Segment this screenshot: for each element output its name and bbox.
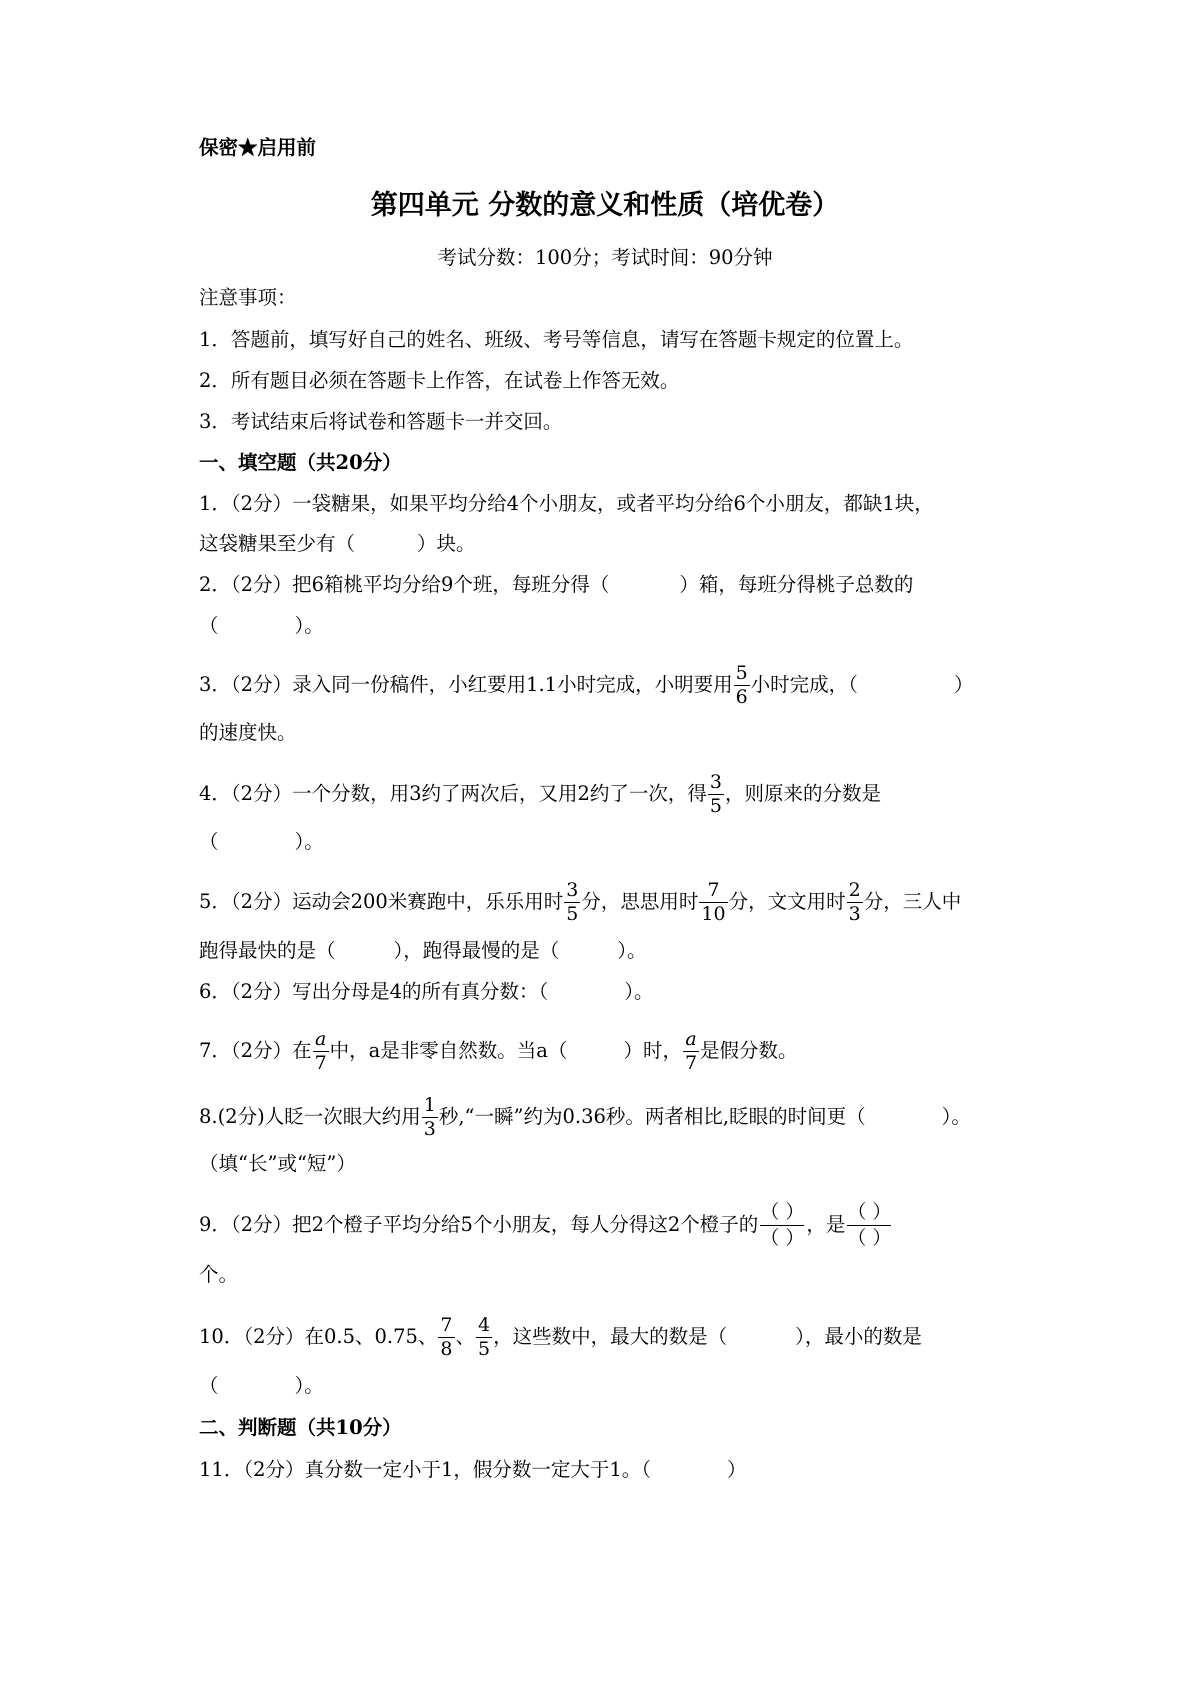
q1-text: 1．（2分）一袋糖果，如果平均分给4个小朋友，或者平均分给6个小朋友，都缺1块， (199, 492, 934, 515)
fraction-7-8: $\frac{7}{8}$ (440, 1314, 453, 1360)
question-9-line-2: 个。 (199, 1263, 239, 1286)
question-5-line-1: 5．（2分）运动会200米赛跑中，乐乐用时 $\frac{3}{5}$ 分，思思用时 $\frac{7}{10}$ 分，文文用时 $\frac{2}{3}$ 分，三人中 (199, 879, 962, 925)
question-1-line-1 (199, 490, 934, 518)
fraction-5-6: $\frac{5}{6}$ (735, 662, 748, 708)
question-4-line-2: （ ）。 (199, 830, 324, 853)
question-8-line-1: 8.(2分)人眨一次眼大约用 $\frac{1}{3}$ 秒,“一瞬”约为0.36秒。两者相比,眨眼的时间更（ ）。 (199, 1094, 971, 1140)
section-heading-fill-blank: 一、填空题（共20分） (199, 451, 402, 474)
fraction-a-7: $\frac{a}{7}$ (684, 1028, 698, 1074)
question-3-line-1: 3．（2分）录入同一份稿件，小红要用1.1小时完成，小明要用 $\frac{5}{6}$ 小时完成，（ ） (199, 662, 974, 708)
page-title: 第四单元 分数的意义和性质（培优卷） (370, 190, 840, 221)
blank-fraction[interactable]: （ ） （ ） (847, 1201, 892, 1249)
note-item: 3．考试结束后将试卷和答题卡一并交回。 (199, 410, 563, 433)
fraction-4-5: $\frac{4}{5}$ (478, 1314, 491, 1360)
note-item: 1．答题前，填写好自己的姓名、班级、考号等信息，请写在答题卡规定的位置上。 (199, 328, 914, 351)
question-7: 7．（2分）在 $\frac{a}{7}$ 中，a是非零自然数。当a（ ）时， $\frac{a}{7}$ 是假分数。 (199, 1028, 798, 1074)
note-item: 2．所有题目必须在答题卡上作答，在试卷上作答无效。 (199, 369, 680, 392)
blank-fraction[interactable]: （ ） （ ） (760, 1201, 805, 1249)
question-10-line-2: （ ）。 (199, 1374, 324, 1397)
question-6: 6．（2分）写出分母是4的所有真分数：（ ）。 (199, 980, 654, 1003)
question-8-line-2: （填“长”或“短”） (199, 1152, 356, 1175)
exam-info: 考试分数：100分；考试时间：90分钟 (437, 246, 773, 269)
fraction-1-3: $\frac{1}{3}$ (423, 1094, 436, 1140)
fraction-7-10: $\frac{7}{10}$ (701, 879, 726, 925)
question-3-line-2: 的速度快。 (199, 721, 297, 744)
question-1-line-2: 这袋糖果至少有（ ）块。 (199, 532, 476, 555)
fraction-3-5: $\frac{3}{5}$ (709, 771, 722, 817)
question-2-line-1: 2．（2分）把6箱桃平均分给9个班，每班分得（ ）箱，每班分得桃子总数的 (199, 573, 914, 596)
section-heading-true-false: 二、判断题（共10分） (199, 1416, 402, 1439)
question-4-line-1: 4．（2分）一个分数，用3约了两次后，又用2约了一次，得 $\frac{3}{5}$ ，则原来的分数是 (199, 771, 881, 817)
question-9-line-1: 9．（2分）把2个橙子平均分给5个小朋友，每人分得这2个橙子的 （ ） （ ） ，是 （ ） （ ） (199, 1201, 892, 1249)
notes-heading: 注意事项： (199, 286, 297, 309)
fraction-2-3: $\frac{2}{3}$ (848, 879, 861, 925)
confidential-label: 保密★启用前 (199, 136, 317, 159)
fraction-a-7: $\frac{a}{7}$ (314, 1028, 327, 1074)
question-10-line-1: 10．（2分）在0.5、0.75、 $\frac{7}{8}$ 、 $\frac{4}{5}$ ，这些数中，最大的数是（ ），最小的数是 (199, 1314, 922, 1360)
fraction-3-5: $\frac{3}{5}$ (566, 879, 579, 925)
question-2-line-2: （ ）。 (199, 614, 324, 637)
question-11: 11．（2分）真分数一定小于1，假分数一定大于1。（ ） (199, 1458, 747, 1481)
question-5-line-2: 跑得最快的是（ ），跑得最慢的是（ ）。 (199, 939, 647, 962)
